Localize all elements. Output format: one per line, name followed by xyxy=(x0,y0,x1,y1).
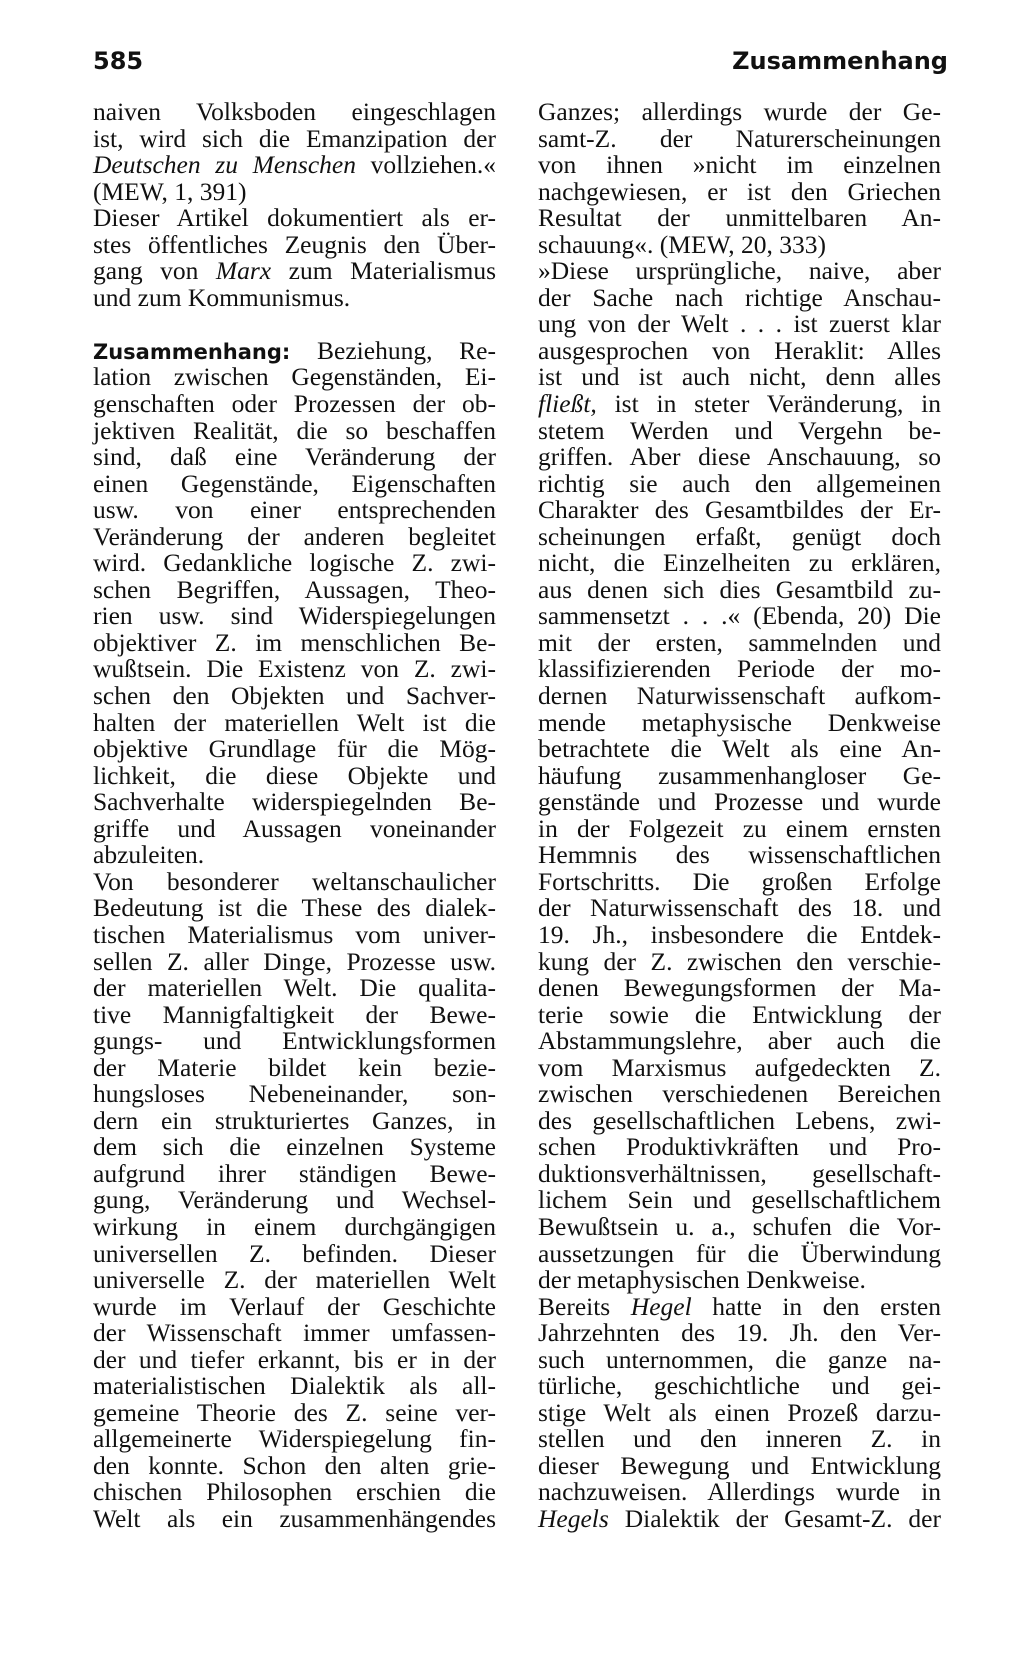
text-line: ist und ist auch nicht, denn alles xyxy=(538,362,941,392)
text-line: des gesellschaftlichen Lebens, zwi- xyxy=(538,1105,941,1135)
text-line: der metaphysischen Denkweise. xyxy=(538,1265,866,1295)
text-line: »Diese ursprüngliche, naive, aber xyxy=(538,256,941,286)
text-line: terie sowie die Entwicklung der xyxy=(538,999,941,1029)
text-line: stetem Werden und Vergehn be- xyxy=(538,415,941,445)
italic-text: Deutschen zu Menschen xyxy=(93,150,356,180)
italic-text: Hegel xyxy=(630,1291,692,1321)
text-line: stes öffentliches Zeugnis den Über- xyxy=(93,229,496,259)
text-line: zwischen verschiedenen Bereichen xyxy=(538,1079,941,1109)
text-line: nicht, die Einzelheiten zu erklären, xyxy=(538,548,941,578)
running-title: Zusammenhang xyxy=(732,47,948,75)
text-line: mende metaphysische Denkweise xyxy=(538,707,941,737)
text-line: Resultat der unmittelbaren An- xyxy=(538,203,941,233)
text-line: wußtsein. Die Existenz von Z. zwi- xyxy=(93,654,496,684)
text-segment: hatte in den ersten xyxy=(691,1291,941,1321)
text-segment: Beziehung, Re- xyxy=(290,335,496,365)
text-line: schen Begriffen, Aussagen, Theo- xyxy=(93,574,496,604)
text-line: griffen. Aber diese Anschauung, so xyxy=(538,442,941,472)
text-line: sind, daß eine Veränderung der xyxy=(93,442,496,472)
text-line: schen den Objekten und Sachver- xyxy=(93,681,496,711)
text-line: genschaften oder Prozessen der ob- xyxy=(93,389,496,419)
text-line: nachzuweisen. Allerdings wurde in xyxy=(538,1477,941,1507)
text-line: kung der Z. zwischen den verschie- xyxy=(538,946,941,976)
text-segment: gang von xyxy=(93,256,216,286)
text-line: aus denen sich dies Gesamtbild zu- xyxy=(538,574,941,604)
text-line: lichkeit, die diese Objekte und xyxy=(93,760,496,790)
text-line: Charakter des Gesamtbildes der Er- xyxy=(538,495,941,525)
text-line: usw. von einer entsprechenden xyxy=(93,495,496,525)
text-line: türliche, geschichtliche und gei- xyxy=(538,1371,941,1401)
text-line xyxy=(538,1291,941,1321)
text-line: duktionsverhältnissen, gesellschaft- xyxy=(538,1158,941,1188)
text-line: denen Bewegungsformen der Ma- xyxy=(538,973,941,1003)
text-line: vom Marxismus aufgedeckten Z. xyxy=(538,1052,941,1082)
text-line: der Materie bildet kein bezie- xyxy=(93,1052,496,1082)
text-line xyxy=(538,1503,941,1533)
text-line: wird. Gedankliche logische Z. zwi- xyxy=(93,548,496,578)
text-line: einen Gegenstände, Eigenschaften xyxy=(93,468,496,498)
text-line: häufung zusammenhangloser Ge- xyxy=(538,760,941,790)
text-line: allgemeinerte Widerspiegelung fin- xyxy=(93,1424,496,1454)
text-line: mit der ersten, sammelnden und xyxy=(538,627,941,657)
text-line: stellen und den inneren Z. in xyxy=(538,1424,941,1454)
text-line: tischen Materialismus vom univer- xyxy=(93,919,496,949)
text-line: Bewußtsein u. a., schufen die Vor- xyxy=(538,1211,941,1241)
text-line: universellen Z. befinden. Dieser xyxy=(93,1238,496,1268)
text-line: Veränderung der anderen begleitet xyxy=(93,521,496,551)
text-line: den konnte. Schon den alten grie- xyxy=(93,1450,496,1480)
text-line: scheinungen erfaßt, genügt doch xyxy=(538,521,941,551)
text-line: universelle Z. der materiellen Welt xyxy=(93,1265,496,1295)
text-segment: Bereits xyxy=(538,1291,631,1321)
text-line: sellen Z. aller Dinge, Prozesse usw. xyxy=(93,946,496,976)
text-line: objektiver Z. im menschlichen Be- xyxy=(93,627,496,657)
text-line: der Wissenschaft immer umfassen- xyxy=(93,1318,496,1348)
text-line: objektive Grundlage für die Mög- xyxy=(93,734,496,764)
text-line: aussetzungen für die Überwindung xyxy=(538,1238,941,1268)
text-line: gemeine Theorie des Z. seine ver- xyxy=(93,1397,496,1427)
text-line: betrachtete die Welt als eine An- xyxy=(538,734,941,764)
text-line: Von besonderer weltanschaulicher xyxy=(93,866,496,896)
page-number: 585 xyxy=(93,47,144,75)
text-line: Bedeutung ist die These des dialek- xyxy=(93,893,496,923)
left-column xyxy=(93,99,496,1533)
text-line: klassifizierenden Periode der mo- xyxy=(538,654,941,684)
text-line xyxy=(538,391,941,418)
text-segment: ist in steter Veränderung, in xyxy=(596,389,941,419)
right-column xyxy=(538,99,941,1533)
text-line: rien usw. sind Widerspiegelungen xyxy=(93,601,496,631)
text-line: nachgewiesen, er ist den Griechen xyxy=(538,176,941,206)
text-line: hungsloses Nebeneinander, son- xyxy=(93,1079,496,1109)
italic-text: fließt, xyxy=(538,389,597,419)
text-line: jektiven Realität, die so beschaffen xyxy=(93,415,496,445)
text-segment: zum Materialismus xyxy=(271,256,496,286)
text-line: ausgesprochen von Heraklit: Alles xyxy=(538,335,941,365)
text-line: lichem Sein und gesellschaftlichem xyxy=(538,1185,941,1215)
text-line: und zum Kommunismus. xyxy=(93,282,351,312)
text-line: genstände und Prozesse und wurde xyxy=(538,787,941,817)
text-line: wurde im Verlauf der Geschichte xyxy=(93,1291,496,1321)
text-segment: vollziehen.« xyxy=(356,150,496,180)
text-line: such unternommen, die ganze na- xyxy=(538,1344,941,1374)
text-line: Jahrzehnten des 19. Jh. den Ver- xyxy=(538,1318,941,1348)
text-line: der Sache nach richtige Anschau- xyxy=(538,282,941,312)
text-line: tive Mannigfaltigkeit der Bewe- xyxy=(93,999,496,1029)
text-line: dern ein strukturiertes Ganzes, in xyxy=(93,1105,496,1135)
text-line: ung von der Welt . . . ist zuerst klar xyxy=(538,309,941,339)
text-line: naiven Volksboden eingeschlagen xyxy=(93,97,496,126)
text-line: (MEW, 1, 391) xyxy=(93,176,247,206)
text-line: aufgrund ihrer ständigen Bewe- xyxy=(93,1158,496,1188)
text-line: Dieser Artikel dokumentiert als er- xyxy=(93,203,496,233)
text-line: dernen Naturwissenschaft aufkom- xyxy=(538,681,941,711)
text-line: Fortschritts. Die großen Erfolge xyxy=(538,866,941,896)
text-line: griffe und Aussagen voneinander xyxy=(93,813,496,843)
text-line: chischen Philosophen erschien die xyxy=(93,1477,496,1507)
text-line: richtig sie auch den allgemeinen xyxy=(538,468,941,498)
text-line: Ganzes; allerdings wurde der Ge- xyxy=(538,97,941,126)
text-line: der materiellen Welt. Die qualita- xyxy=(93,973,496,1003)
text-line: Hemmnis des wissenschaftlichen xyxy=(538,840,941,870)
text-line: in der Folgezeit zu einem ernsten xyxy=(538,813,941,843)
paragraph-gap xyxy=(93,311,496,338)
text-line: 19. Jh., insbesondere die Entdek- xyxy=(538,919,941,949)
italic-text: Marx xyxy=(215,256,272,286)
text-line: schen Produktivkräften und Pro- xyxy=(538,1132,941,1162)
text-line: gungs- und Entwicklungsformen xyxy=(93,1026,496,1056)
text-line: lation zwischen Gegenständen, Ei- xyxy=(93,362,496,392)
text-line: der und tiefer erkannt, bis er in der xyxy=(93,1344,496,1374)
text-line: Sachverhalte widerspiegelnden Be- xyxy=(93,787,496,817)
text-line: schauung«. (MEW, 20, 333) xyxy=(538,229,827,259)
text-line: wirkung in einem durchgängigen xyxy=(93,1211,496,1241)
text-line xyxy=(93,152,496,179)
text-line: dem sich die einzelnen Systeme xyxy=(93,1132,496,1162)
text-line: Welt als ein zusammenhängendes xyxy=(93,1503,496,1533)
text-line: abzuleiten. xyxy=(93,840,205,870)
text-line xyxy=(93,258,496,285)
text-line: stige Welt als einen Prozeß darzu- xyxy=(538,1397,941,1427)
text-line: der Naturwissenschaft des 18. und xyxy=(538,893,941,923)
text-line: ist, wird sich die Emanzipation der xyxy=(93,123,496,153)
text-line xyxy=(93,335,496,365)
text-line: dieser Bewegung und Entwicklung xyxy=(538,1450,941,1480)
entry-headword: Zusammenhang: xyxy=(93,339,291,364)
text-line: von ihnen »nicht im einzelnen xyxy=(538,150,941,180)
italic-text: Hegels xyxy=(538,1503,609,1533)
text-line: samt-Z. der Naturerscheinungen xyxy=(538,123,941,153)
text-line: gung, Veränderung und Wechsel- xyxy=(93,1185,496,1215)
text-segment: Dialektik der Gesamt-Z. der xyxy=(608,1503,941,1533)
text-line: Abstammungslehre, aber auch die xyxy=(538,1026,941,1056)
text-line: materialistischen Dialektik als all- xyxy=(93,1371,496,1401)
text-line: sammensetzt . . .« (Ebenda, 20) Die xyxy=(538,601,941,631)
text-line: halten der materiellen Welt ist die xyxy=(93,707,496,737)
